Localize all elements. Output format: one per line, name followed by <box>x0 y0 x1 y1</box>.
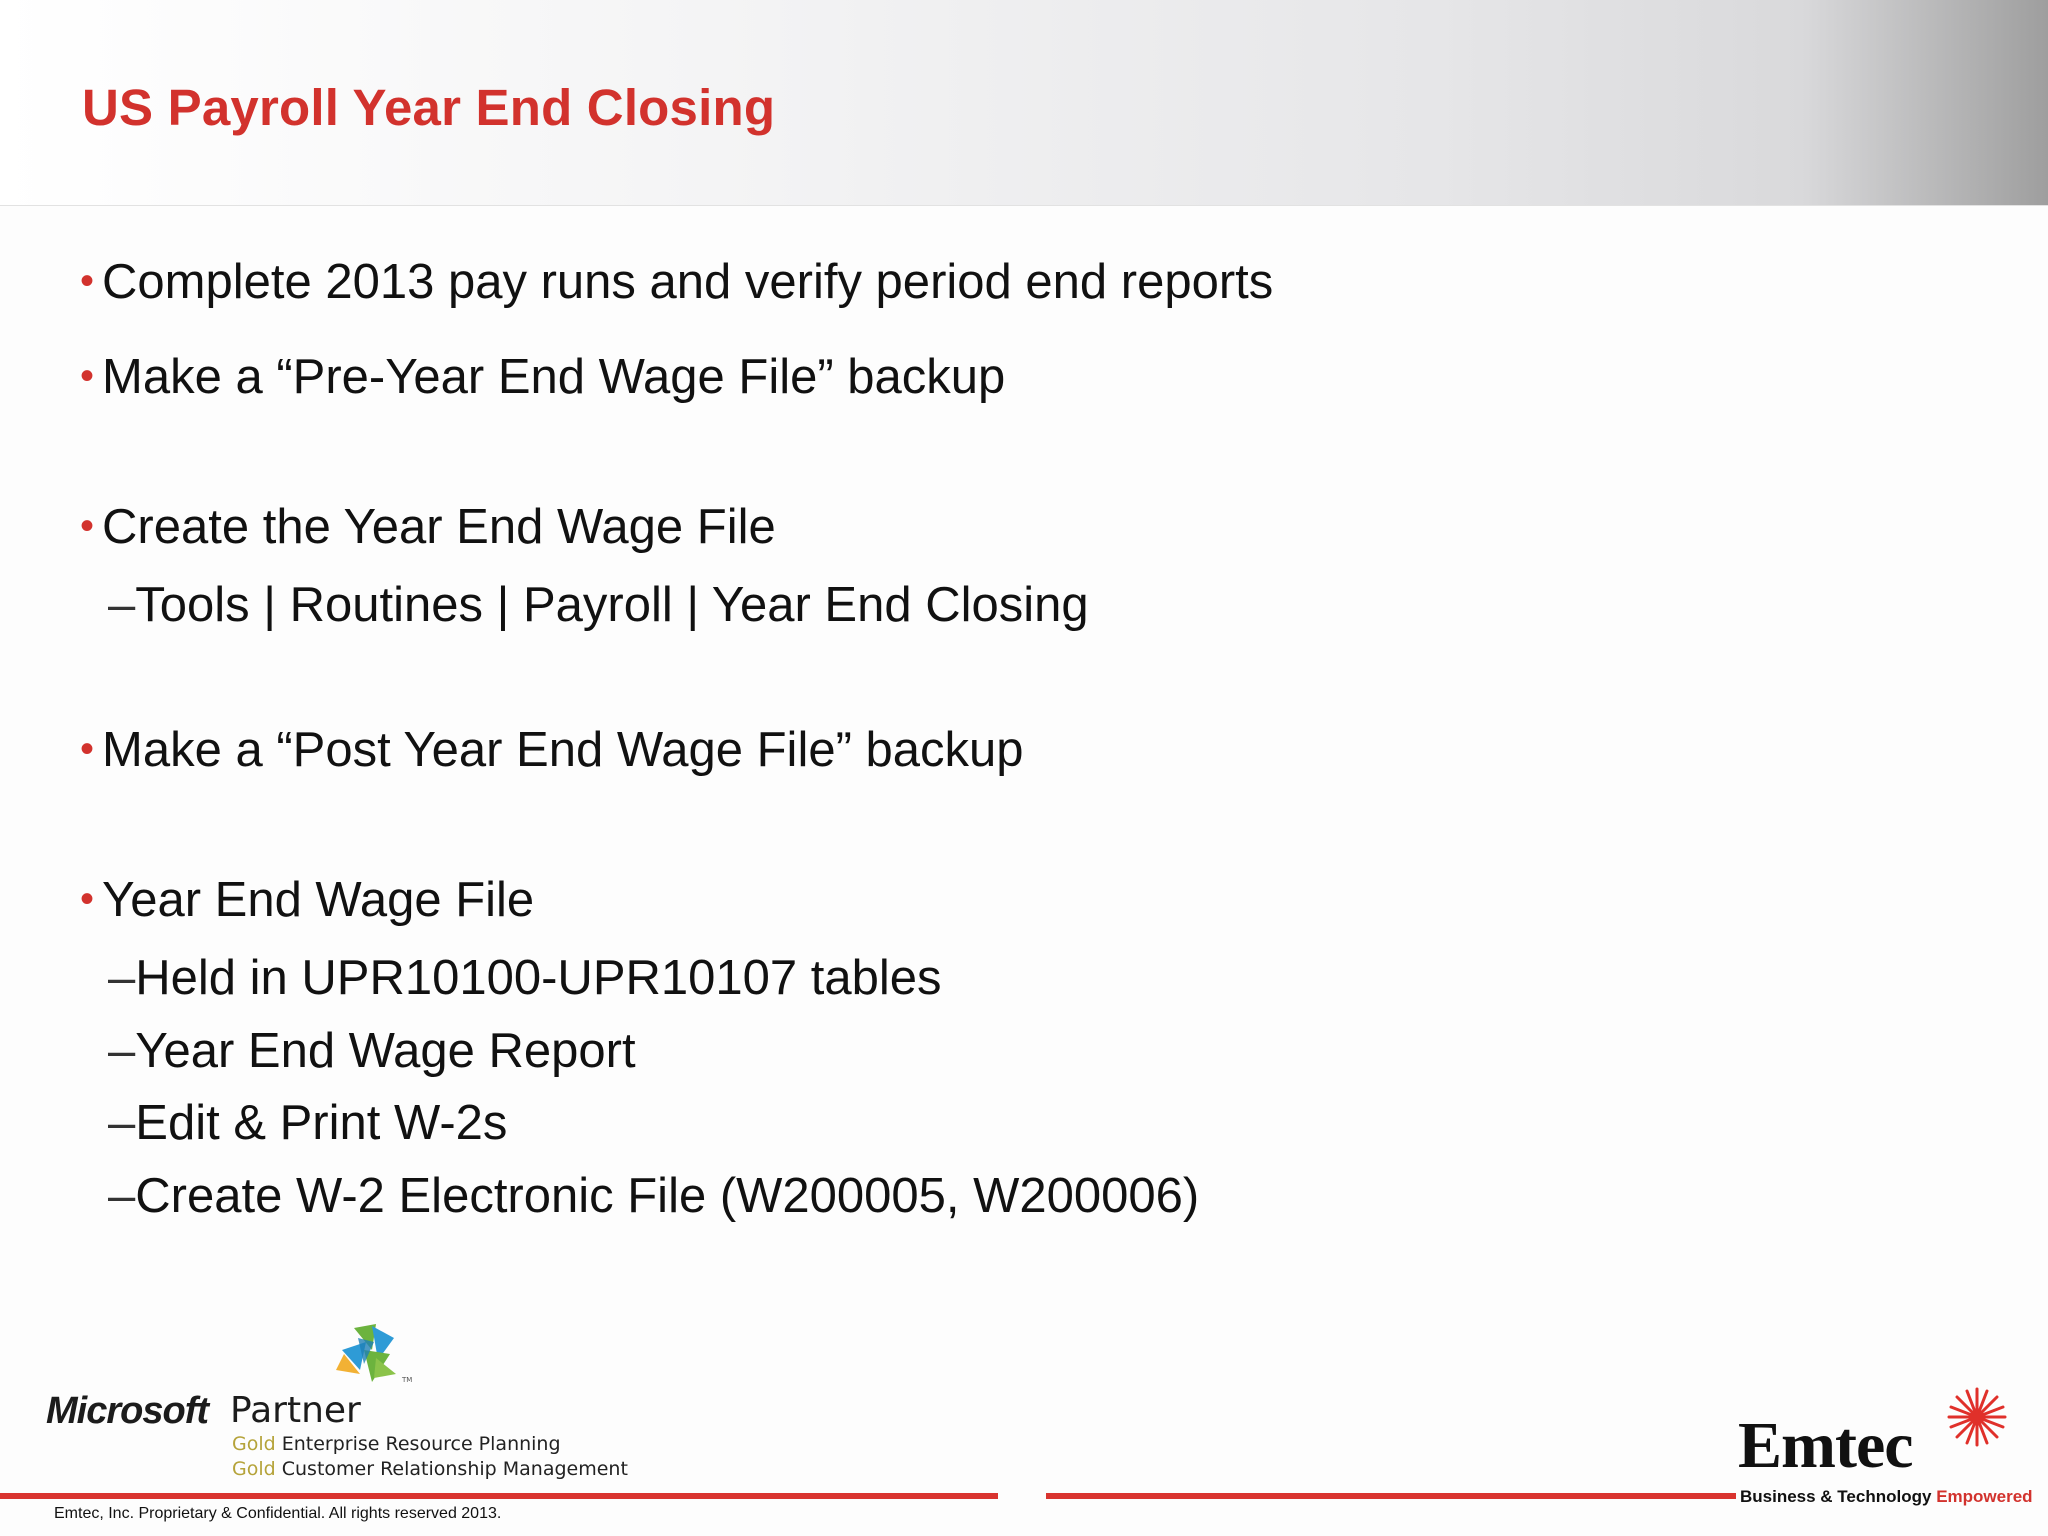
microsoft-partner-logo <box>46 1320 628 1485</box>
bullet-dot-icon: • <box>80 354 95 398</box>
dash-icon: – <box>108 578 136 632</box>
bullet-dot-icon: • <box>80 727 95 771</box>
gold-competency-erp: Gold Enterprise Resource Planning <box>232 1433 561 1455</box>
sub-bullet-item: –Edit & Print W-2s <box>108 1096 508 1150</box>
bullet-item: • Make a “Pre-Year End Wage File” backup <box>80 350 1006 404</box>
sub-bullet-item: –Create W-2 Electronic File (W200005, W200006) <box>108 1169 1200 1223</box>
bullet-dot-icon: • <box>80 877 95 921</box>
dash-icon: – <box>108 1096 136 1150</box>
emtec-wordmark: Emtec <box>1738 1409 1913 1482</box>
sub-bullet-item: –Tools | Routines | Payroll | Year End Closing <box>108 578 1089 632</box>
starburst-icon <box>1946 1386 2008 1448</box>
sub-bullet-item: –Held in UPR10100-UPR10107 tables <box>108 951 942 1005</box>
footer-divider-right <box>1046 1493 1736 1499</box>
partner-label: Partner <box>230 1390 361 1431</box>
svg-text:TM: TM <box>402 1376 413 1384</box>
gold-competency-crm: Gold Customer Relationship Management <box>232 1458 628 1480</box>
dash-icon: – <box>108 1024 136 1078</box>
microsoft-wordmark: Microsoft <box>46 1390 208 1432</box>
bullet-dot-icon: • <box>80 504 95 548</box>
bullet-dot-icon: • <box>80 259 95 303</box>
emtec-tagline: Business & Technology Empowered <box>1740 1487 2033 1506</box>
bullet-item: • Make a “Post Year End Wage File” backup <box>80 723 1024 777</box>
bullet-item: • Year End Wage File <box>80 873 535 927</box>
emtec-logo <box>1738 1400 2038 1510</box>
copyright-notice: Emtec, Inc. Proprietary & Confidential. All rights reserved 2013. <box>54 1505 502 1522</box>
bullet-item: • Create the Year End Wage File <box>80 500 776 554</box>
dash-icon: – <box>108 1169 136 1223</box>
sub-bullet-item: –Year End Wage Report <box>108 1024 636 1078</box>
dash-icon: – <box>108 951 136 1005</box>
slide-title: US Payroll Year End Closing <box>82 79 776 136</box>
bullet-item: • Complete 2013 pay runs and verify period end reports <box>80 255 1274 309</box>
partner-emblem-icon <box>314 1320 424 1388</box>
header-band <box>0 0 2048 206</box>
footer-divider-left <box>0 1493 998 1499</box>
